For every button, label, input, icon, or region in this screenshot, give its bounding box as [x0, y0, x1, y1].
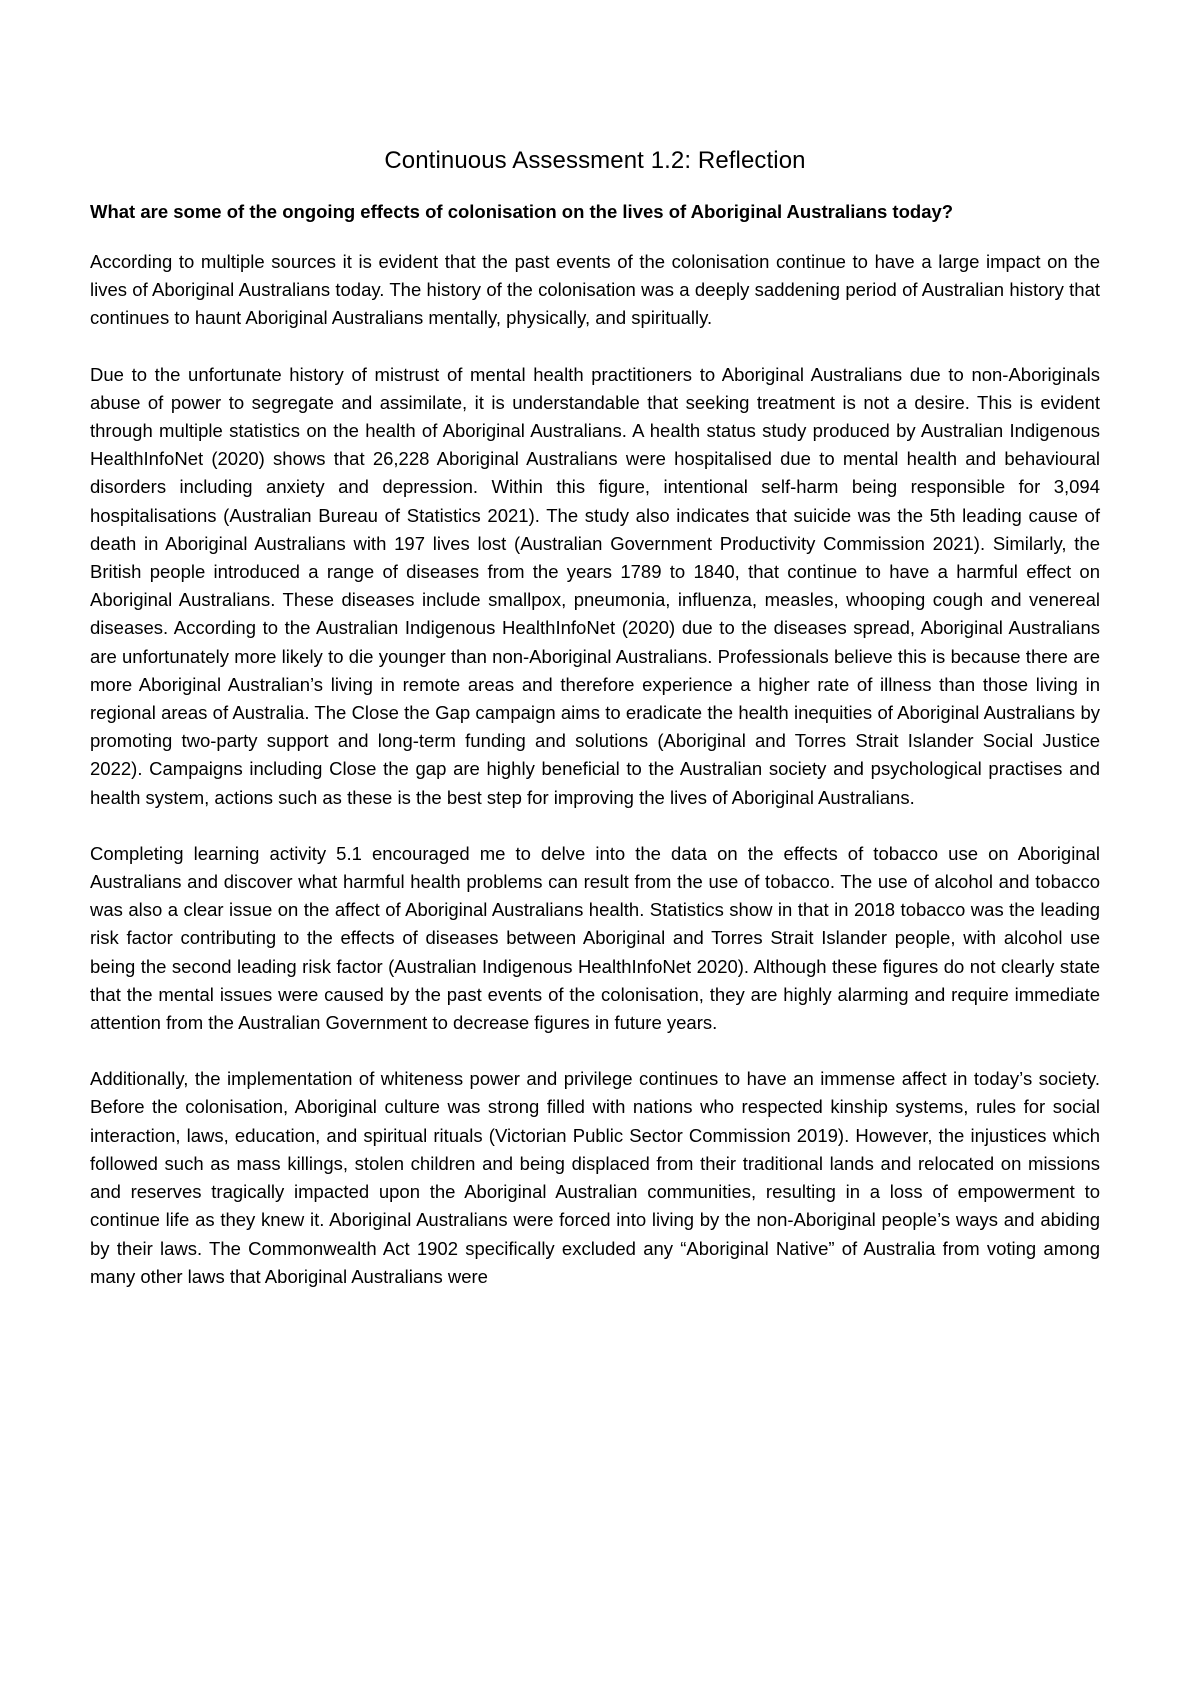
paragraph-tobacco-alcohol: Completing learning activity 5.1 encouraged me to delve into the data on the effects of tobacco use on Aboriginal Australians and discover what harmful health problems can result from the use of tobacco. The use of alcohol and tobacco was also a clear issue on the affect of Aboriginal Australians health. Statistics show in that in 2018 tobacco was the leading risk factor contributing to the effects of diseases between Aboriginal and Torres Strait Islander people, with alcohol use being the second leading risk factor (Australian Indigenous HealthInfoNet 2020). Although these figures do not clearly state that the mental issues were caused by the past events of the colonisation, they are highly alarming and require immediate attention from the Australian Government to decrease figures in future years.	[90, 842, 1100, 1034]
paragraph-introduction: According to multiple sources it is evident that the past events of the colonisation continue to have a large impact on the lives of Aboriginal Australians today. The history of the colonisation was a deeply saddening period of Australian history that continues to haunt Aboriginal Australians mentally, physically, and spiritually.	[90, 251, 1100, 329]
document-title: Continuous Assessment 1.2: Reflection	[384, 147, 806, 174]
paragraph-whiteness-power: Additionally, the implementation of whiteness power and privilege continues to have an immense affect in today’s society. Before the colonisation, Aboriginal culture was strong filled with nations who respected kinship systems, rules for social interaction, laws, education, and spiritual rituals (Victorian Public Sector Commission 2019). However, the injustices which followed such as mass killings, stolen children and being displaced from their traditional lands and relocated on missions and reserves tragically impacted upon the Aboriginal Australian communities, resulting in a loss of empowerment to continue life as they knew it. Aboriginal Australians were forced into living by the non-Aboriginal people’s ways and abiding by their laws. The Commonwealth Act 1902 specifically excluded any “Aboriginal Native” of Australia from voting among many other laws that Aboriginal Australians were	[90, 1068, 1100, 1287]
paragraph-mental-health: Due to the unfortunate history of mistrust of mental health practitioners to Aboriginal Australians due to non-Aboriginals abuse of power to segregate and assimilate, it is understandable that seeking treatment is not a desire. This is evident through multiple statistics on the health of Aboriginal Australians. A health status study produced by Australian Indigenous HealthInfoNet (2020) shows that 26,228 Aboriginal Australians were hospitalised due to mental health and behavioural disorders including anxiety and depression. Within this figure, intentional self-harm being responsible for 3,094 hospitalisations (Australian Bureau of Statistics 2021). The study also indicates that suicide was the 5th leading cause of death in Aboriginal Australians with 197 lives lost (Australian Government Productivity Commission 2021). Similarly, the British people introduced a range of diseases from the years 1789 to 1840, that continue to have a harmful effect on Aboriginal Australians. These diseases include smallpox, pneumonia, influenza, measles, whooping cough and venereal diseases. According to the Australian Indigenous HealthInfoNet (2020) due to the diseases spread, Aboriginal Australians are unfortunately more likely to die younger than non-Aboriginal Australians. Professionals believe this is because there are more Aboriginal Australian’s living in remote areas and therefore experience a higher rate of illness than those living in regional areas of Australia. The Close the Gap campaign aims to eradicate the health inequities of Aboriginal Australians by promoting two-party support and long-term funding and solutions (Aboriginal and Torres Strait Islander Social Justice 2022). Campaigns including Close the gap are highly beneficial to the Australian society and psychological practises and health system, actions such as these is the best step for improving the lives of Aboriginal Australians.	[90, 363, 1100, 808]
document-body	[90, 146, 1100, 1319]
essay-question: What are some of the ongoing effects of colonisation on the lives of Aboriginal Australians today?	[90, 201, 954, 222]
